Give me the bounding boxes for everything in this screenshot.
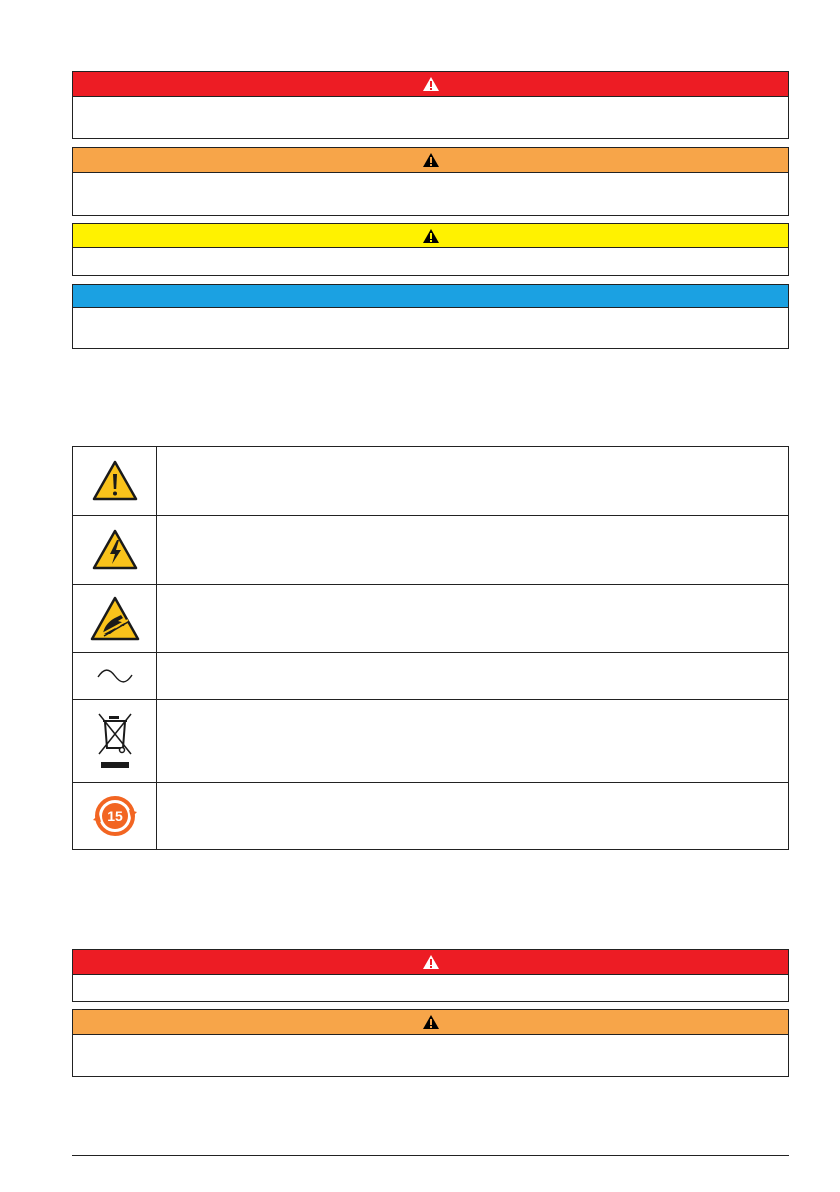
symbol-row	[73, 699, 788, 782]
symbol-cell	[73, 700, 157, 782]
warning-triangle-white-icon	[422, 954, 440, 970]
symbol-cell	[73, 653, 157, 699]
warning-triangle-black-icon	[422, 1014, 440, 1030]
symbol-row	[73, 515, 788, 584]
warning-notice	[72, 147, 789, 216]
warning-header-bar	[73, 1010, 788, 1035]
danger-header-bar	[73, 950, 788, 975]
symbols-table	[72, 446, 789, 850]
symbol-cell	[73, 783, 157, 849]
caution-header-bar	[73, 224, 788, 248]
warning-triangle-white-icon	[422, 76, 440, 92]
symbol-row	[73, 652, 788, 699]
danger-notice-2	[72, 949, 789, 1002]
symbol-row	[73, 447, 788, 515]
caution-notice	[72, 223, 789, 276]
symbol-description	[157, 447, 788, 515]
symbol-row	[73, 782, 788, 849]
notice-box	[72, 284, 789, 349]
notice-header-bar	[73, 285, 788, 308]
symbol-row	[73, 584, 788, 652]
weee-crossed-bin-icon	[95, 710, 135, 772]
symbol-description	[157, 516, 788, 584]
epup-15-years-icon	[93, 794, 137, 838]
symbol-cell	[73, 447, 157, 515]
symbol-description	[157, 783, 788, 849]
warning-notice-2	[72, 1009, 789, 1077]
symbol-description	[157, 585, 788, 652]
epup-years-label: 15	[106, 808, 123, 824]
warning-triangle-black-icon	[422, 152, 440, 168]
electrostatic-discharge-icon	[90, 596, 140, 642]
symbol-cell	[73, 516, 157, 584]
warning-header-bar	[73, 148, 788, 173]
footer-rule	[72, 1155, 789, 1156]
electrical-shock-hazard-icon	[92, 529, 138, 571]
general-warning-icon	[92, 460, 138, 502]
danger-notice	[72, 71, 789, 139]
danger-header-bar	[73, 72, 788, 97]
symbol-cell	[73, 585, 157, 652]
symbol-description	[157, 653, 788, 699]
symbol-description	[157, 700, 788, 782]
alternating-current-icon	[96, 668, 134, 684]
warning-triangle-black-icon	[422, 228, 440, 244]
